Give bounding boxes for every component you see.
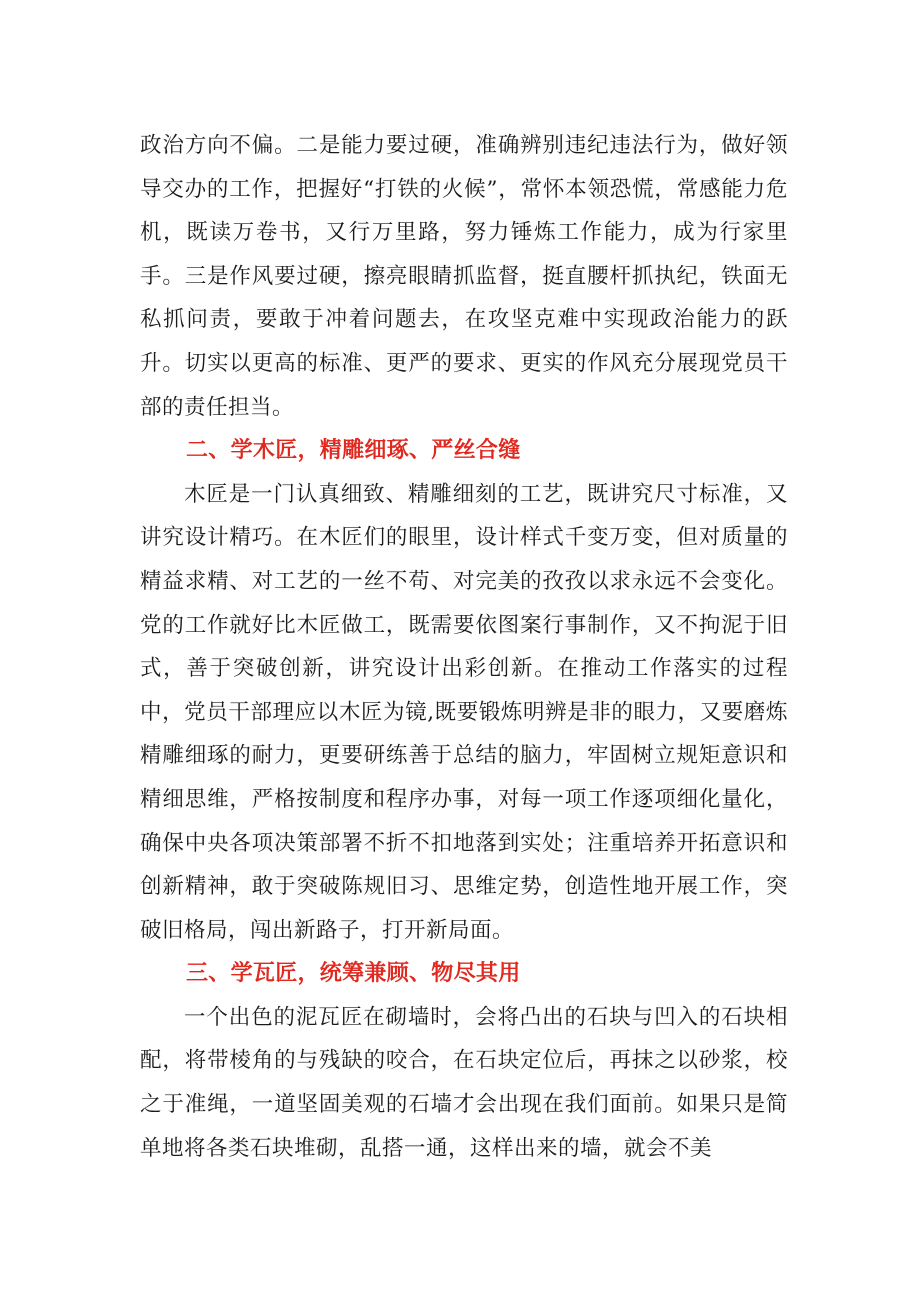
- section-heading-mason: 三、学瓦匠，统筹兼顾、物尽其用: [186, 961, 521, 987]
- section-heading-carpenter: 二、学木匠，精雕细琢、严丝合缝: [186, 438, 521, 464]
- paragraph-political-direction: 政治方向不偏。二是能力要过硬，准确辨别违纪违法行为，做好领导交办的工作，把握好“打铁的火候”，常怀本领恐慌，常感能力危机，既读万卷书，又行万里路，努力锤炼工作能力，成为行家里手。三是作风要过硬，擦亮眼睛抓监督，挺直腰杆抓执纪，铁面无私抓问责，要敢于冲着问题去，在攻坚克难中实现政治能力的跃升。切实以更高的标准、更严的要求、更实的作风充分展现党员干部的责任担当。: [140, 133, 788, 420]
- paragraph-mason: 一个出色的泥瓦匠在砌墙时，会将凸出的石块与凹入的石块相配，将带棱角的与残缺的咬合，在石块定位后，再抹之以砂浆，校之于准绳，一道坚固美观的石墙才会出现在我们面前。如果只是简单地将各类石块堆砌，乱搭一通，这样出来的墙，就会不美: [140, 1004, 788, 1161]
- paragraph-carpenter: 木匠是一门认真细致、精雕细刻的工艺，既讲究尺寸标准，又讲究设计精巧。在木匠们的眼里，设计样式千变万变，但对质量的精益求精、对工艺的一丝不苟、对完美的孜孜以求永远不会变化。党的工作就好比木匠做工，既需要依图案行事制作，又不拘泥于旧式，善于突破创新，讲究设计出彩创新。在推动工作落实的过程中，党员干部理应以木匠为镜,既要锻炼明辨是非的眼力，又要磨炼精雕细琢的耐力，更要研练善于总结的脑力，牢固树立规矩意识和精细思维，严格按制度和程序办事，对每一项工作逐项细化量化，确保中央各项决策部署不折不扣地落到实处；注重培养开拓意识和创新精神，敢于突破陈规旧习、思维定势，创造性地开展工作，突破旧格局，闯出新路子，打开新局面。: [140, 481, 788, 943]
- document-body: [140, 124, 788, 1170]
